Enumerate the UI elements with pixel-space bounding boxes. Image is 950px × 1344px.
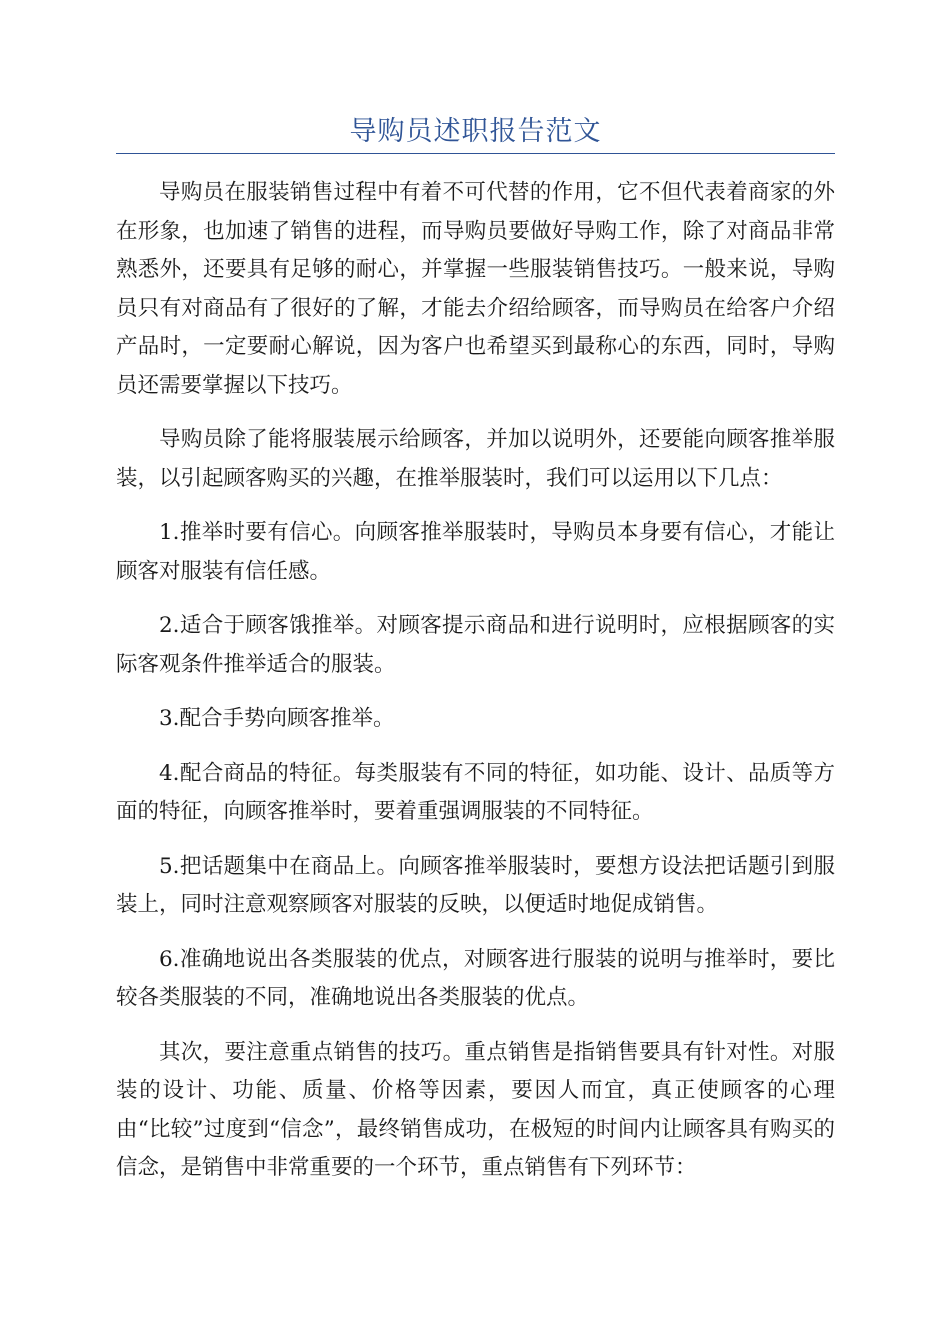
paragraph-intro: 导购员在服装销售过程中有着不可代替的作用，它不但代表着商家的外在形象，也加速了销售的进程，而导购员要做好导购工作，除了对商品非常熟悉外，还要具有足够的耐心，并掌握一些服装销售技巧。一般来说，导购员只有对商品有了很好的了解，才能去介绍给顾客，而导购员在给客户介绍产品时，一定要耐心解说，因为客户也希望买到最称心的东西，同时，导购员还需要掌握以下技巧。 bbox=[116, 180, 835, 398]
paragraph-point-4: 4.配合商品的特征。每类服装有不同的特征，如功能、设计、品质等方面的特征，向顾客推举时，要着重强调服装的不同特征。 bbox=[116, 760, 835, 824]
document-title: 导购员述职报告范文 bbox=[349, 116, 602, 147]
paragraph-recommend-intro: 导购员除了能将服装展示给顾客，并加以说明外，还要能向顾客推举服装，以引起顾客购买的兴趣，在推举服装时，我们可以运用以下几点： bbox=[116, 427, 835, 491]
paragraph-point-3: 3.配合手势向顾客推举。 bbox=[159, 706, 395, 731]
paragraph-point-6: 6.准确地说出各类服装的优点，对顾客进行服装的说明与推举时，要比较各类服装的不同，准确地说出各类服装的优点。 bbox=[116, 946, 835, 1010]
paragraph-point-2: 2.适合于顾客饿推举。对顾客提示商品和进行说明时，应根据顾客的实际客观条件推举适合的服装。 bbox=[116, 613, 835, 677]
document-body bbox=[116, 174, 835, 1204]
paragraph-point-5: 5.把话题集中在商品上。向顾客推举服装时，要想方设法把话题引到服装上，同时注意观察顾客对服装的反映，以便适时地促成销售。 bbox=[116, 853, 835, 917]
title-underline bbox=[116, 153, 835, 154]
paragraph-key-selling: 其次，要注意重点销售的技巧。重点销售是指销售要具有针对性。对服装的设计、功能、质量、价格等因素，要因人而宜，真正使顾客的心理由“比较”过度到“信念”，最终销售成功，在极短的时间内让顾客具有购买的信念，是销售中非常重要的一个环节，重点销售有下列环节： bbox=[116, 1039, 835, 1180]
paragraph-point-1: 1.推举时要有信心。向顾客推举服装时，导购员本身要有信心，才能让顾客对服装有信任感。 bbox=[116, 520, 835, 584]
